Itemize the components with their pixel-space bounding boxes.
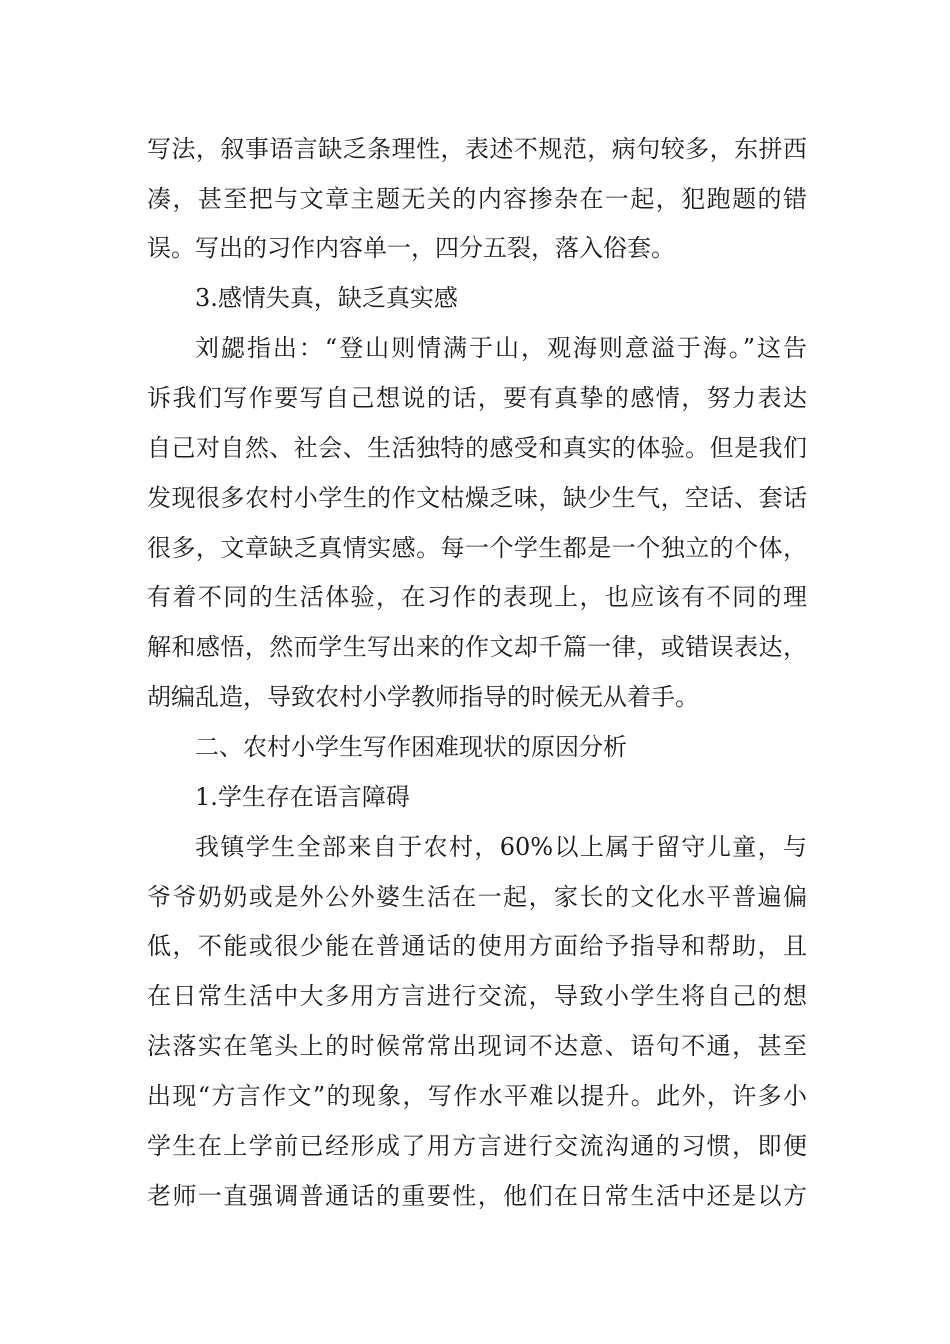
text-line: 解和感悟，然而学生写出来的作文却千篇一律，或错误表达， (147, 633, 807, 661)
text-line: 法落实在笔头上的时候常常出现词不达意、语句不通，甚至 (147, 1032, 807, 1060)
paragraph-start-line: 刘勰指出：“登山则情满于山，观海则意溢于海。”这告 (195, 334, 807, 362)
text-line: 在日常生活中大多用方言进行交流，导致小学生将自己的想 (147, 982, 807, 1010)
section-subheading: 1.学生存在语言障碍 (195, 783, 410, 811)
text-line: 写法，叙事语言缺乏条理性，表述不规范，病句较多，东拼西 (147, 135, 807, 163)
paragraph-start-line: 我镇学生全部来自于农村，60%以上属于留守儿童，与 (195, 833, 807, 861)
text-line: 老师一直强调普通话的重要性，他们在日常生活中还是以方 (147, 1182, 807, 1210)
text-line: 发现很多农村小学生的作文枯燥乏味，缺少生气，空话、套话 (147, 484, 807, 512)
text-line: 诉我们写作要写自己想说的话，要有真挚的感情，努力表达 (147, 384, 807, 412)
text-line: 爷爷奶奶或是外公外婆生活在一起，家长的文化水平普遍偏 (147, 883, 807, 911)
text-line: 很多，文章缺乏真情实感。每一个学生都是一个独立的个体， (147, 534, 807, 562)
text-line: 自己对自然、社会、生活独特的感受和真实的体验。但是我们 (147, 434, 807, 462)
section-heading: 二、农村小学生写作困难现状的原因分析 (195, 733, 627, 761)
text-line: 误。写出的习作内容单一，四分五裂，落入俗套。 (147, 234, 675, 262)
text-line: 有着不同的生活体验，在习作的表现上，也应该有不同的理 (147, 583, 807, 611)
text-line: 凑，甚至把与文章主题无关的内容掺杂在一起，犯跑题的错 (147, 185, 807, 213)
text-line: 低，不能或很少能在普通话的使用方面给予指导和帮助，且 (147, 932, 807, 960)
section-subheading: 3.感情失真，缺乏真实感 (195, 284, 458, 312)
text-line: 胡编乱造，导致农村小学教师指导的时候无从着手。 (147, 683, 699, 711)
text-line: 出现“方言作文”的现象，写作水平难以提升。此外，许多小 (147, 1082, 807, 1110)
text-line: 学生在上学前已经形成了用方言进行交流沟通的习惯，即便 (147, 1132, 807, 1160)
